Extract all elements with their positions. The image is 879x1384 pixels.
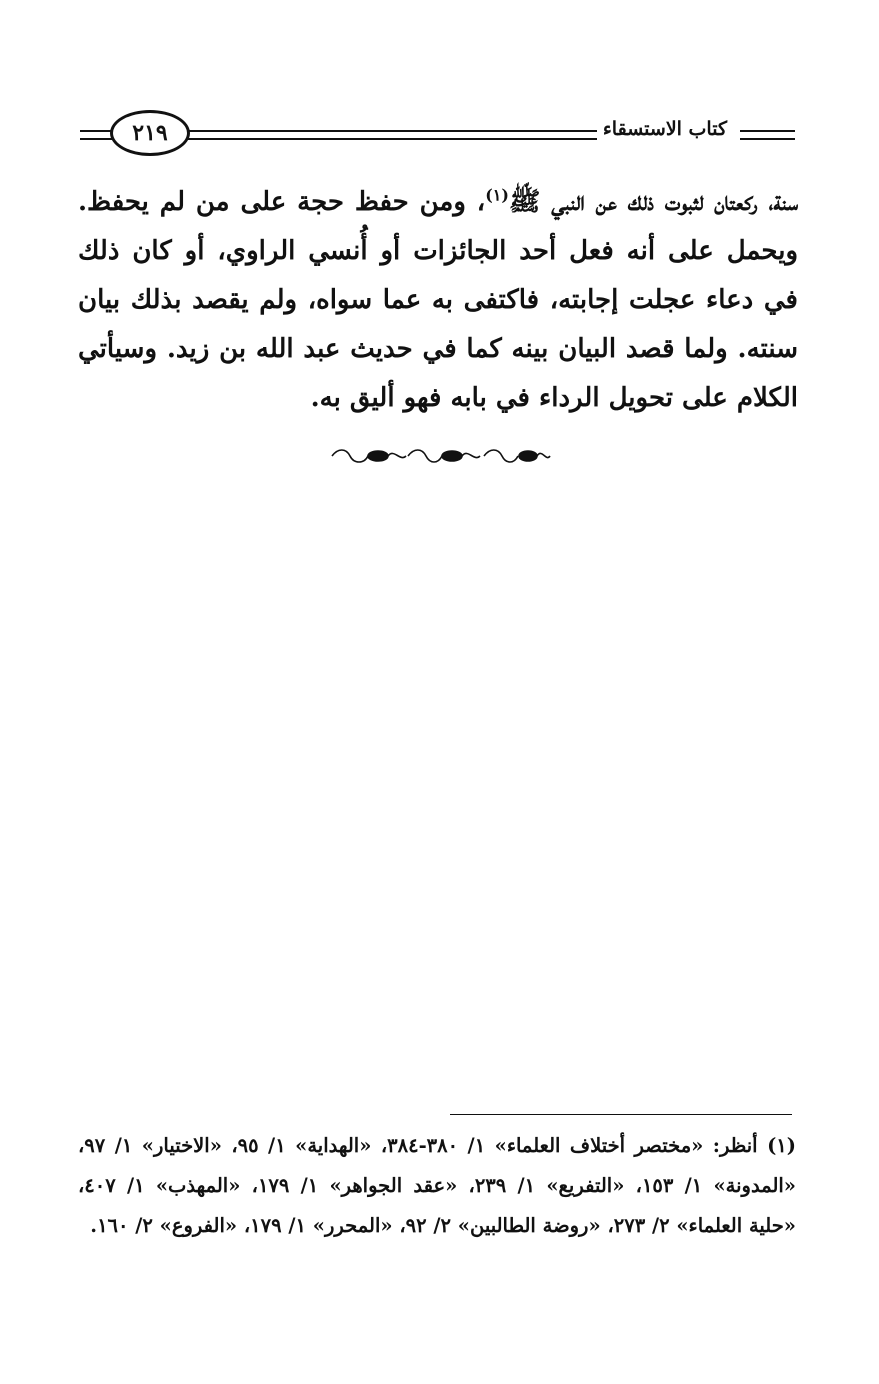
footnotes (78, 1126, 796, 1246)
footnote-separator (450, 1114, 792, 1115)
footnote-1 (78, 1126, 796, 1246)
header-rule-right-top (740, 130, 795, 132)
paragraph-text (78, 178, 798, 423)
header-rule-right-bottom (740, 138, 795, 140)
main-paragraph (78, 178, 798, 423)
running-title: كتاب الاستسقاء (597, 118, 733, 140)
floral-divider-icon (328, 444, 552, 468)
paragraph-text-part2: ، ومن حفظ حجة على من لم يحفظ. ويحمل على أنه فعل أحد الجائزات أو أُنسي الراوي، أو كان ذلك في دعاء عجلت إجابته، فاكتفى به عما سواه، ولم يقصد بذلك بيان سنته. ولما قصد البيان بينه كما في حديث عبد الله بن زيد. وسيأتي الكلام على تحويل الرداء في بابه فهو أليق به. (78, 187, 798, 413)
footnote-1-marker: (١) (767, 1134, 797, 1157)
page-number: ٢١٩ (110, 110, 190, 156)
footnote-1-text: أنظر: «مختصر أختلاف العلماء» ١/ ٣٨٠-٣٨٤، «الهداية» ١/ ٩٥، «الاختيار» ١/ ٩٧، «المدونة» ١/ ١٥٣، «التفريع» ١/ ٢٣٩، «عقد الجواهر» ١/ ١٧٩، «المهذب» ١/ ٤٠٧، «حلية العلماء» ٢/ ٢٧٣، «روضة الطالبين» ٢/ ٩٢، «المحرر» ١/ ١٧٩، «الفروع» ٢/ ١٦٠. (78, 1134, 796, 1237)
page-header (80, 108, 795, 160)
footnote-reference: (١) (485, 185, 509, 205)
paragraph-text-part1: سنة، ركعتان لثبوت ذلك عن النبي ﷺ (508, 187, 798, 217)
